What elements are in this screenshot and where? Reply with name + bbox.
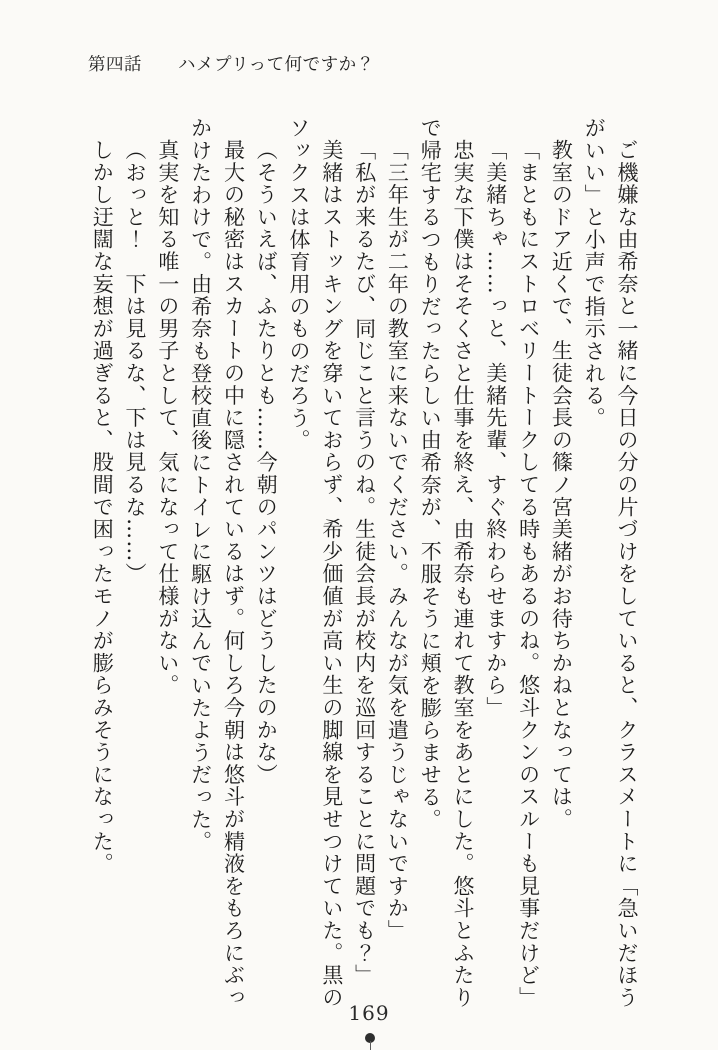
paragraph: （おっと！ 下は見るな、下は見るな……） xyxy=(123,139,148,586)
paragraph: 「まともにストロベリートークしてる時もあるのね。悠斗クンのスルーも見事だけど」 xyxy=(516,139,541,1009)
paragraph: 真実を知る唯一の男子として、気になって仕様がない。 xyxy=(155,139,180,697)
paragraph: 教室のドア近くで、生徒会長の篠ノ宮美緒がお待ちかねとなっては。 xyxy=(549,139,574,831)
paragraph: 最大の秘密はスカートの中に隠されているはず。何しろ今朝は悠斗が精液をもろにぶっかけたわけで。由希奈も登校直後にトイレに駆け込んでいたようだった。 xyxy=(188,117,246,1009)
paragraph: 「私が来るたび、同じこと言うのね。生徒会長が校内を巡回することに問題でも？」 xyxy=(352,139,377,987)
paragraph: 美緒はストッキングを穿いておらず、希少価値が高い生の脚線を見せつけていた。黒のソックスは体育用のものだろう。 xyxy=(287,117,344,1009)
paragraph: ご機嫌な由希奈と一緒に今日の分の片づけをしていると、クラスメートに「急いだほうがいい」と小声で指示される。 xyxy=(582,117,639,1009)
paragraph: 「三年生が二年の教室に来ないでください。みんなが気を遣うじゃないですか」 xyxy=(385,139,410,943)
body-text xyxy=(85,117,643,1011)
page-number: 169 xyxy=(348,1001,390,1025)
paragraph: しかし迂闊な妄想が過ぎると、股間で困ったモノが膨らみそうになった。 xyxy=(90,139,115,876)
chapter-heading: 第四話 ハメプリって何ですか？ xyxy=(88,55,375,75)
paragraph: 「美緒ちゃ……っと、美緒先輩、すぐ終わらせますから」 xyxy=(483,139,508,720)
binding-mark-stem xyxy=(370,1041,372,1050)
paragraph: 忠実な下僕はそそくさと仕事を終え、由希奈も連れて教室をあとにした。悠斗とふたりで帰宅するつもりだったらしい由希奈が、不服そうに頬を膨らませる。 xyxy=(418,117,476,1009)
paragraph: （そういえば、ふたりとも……今朝のパンツはどうしたのかな） xyxy=(254,139,279,786)
